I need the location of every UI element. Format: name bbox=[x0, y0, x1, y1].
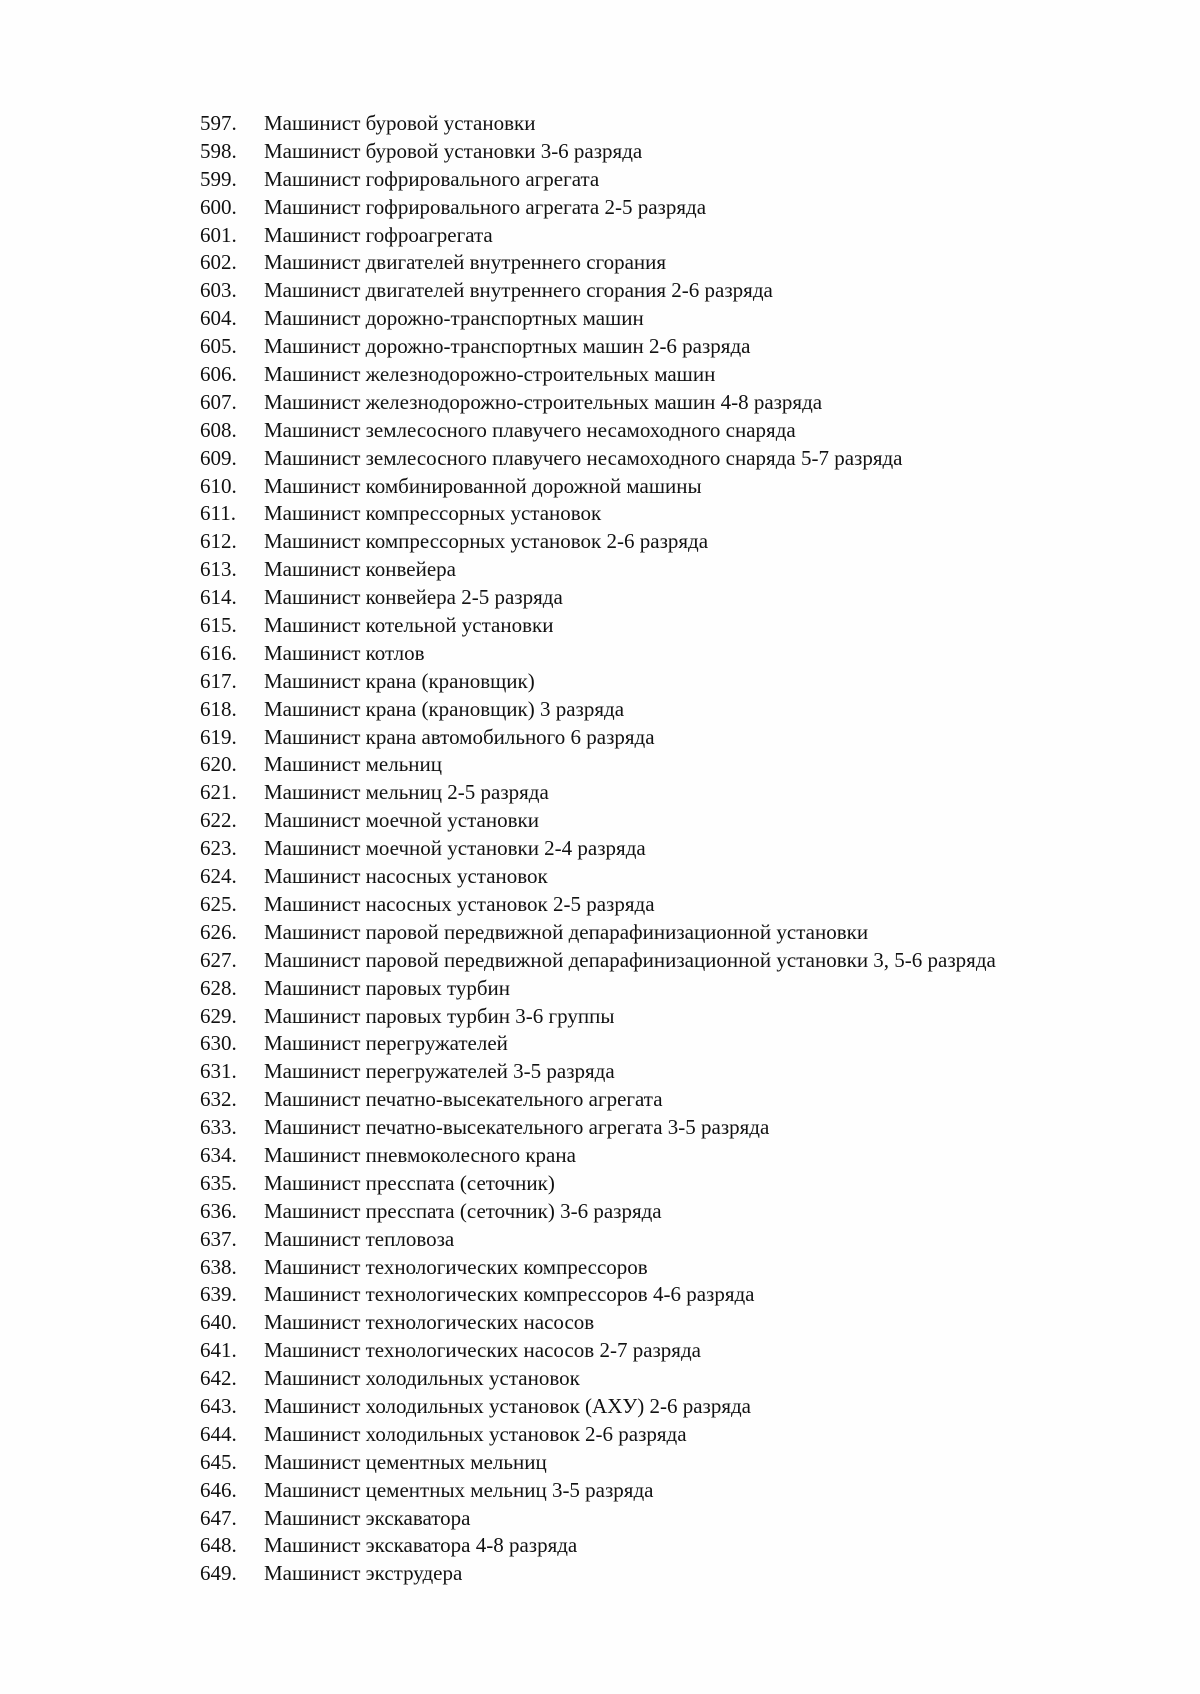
list-item bbox=[200, 249, 1140, 277]
list-item bbox=[200, 528, 1140, 556]
item-number: 601. bbox=[200, 222, 237, 247]
list-item bbox=[200, 305, 1140, 333]
item-text: Машинист котельной установки bbox=[264, 613, 554, 638]
item-text: Машинист экструдера bbox=[264, 1561, 463, 1586]
list-item bbox=[200, 194, 1140, 222]
list-item bbox=[200, 1449, 1140, 1477]
item-text: Машинист крана (крановщик) 3 разряда bbox=[264, 696, 625, 721]
item-number: 640. bbox=[200, 1310, 237, 1335]
list-item bbox=[200, 110, 1140, 138]
item-text: Машинист паровой передвижной депарафинизационной установки bbox=[264, 919, 869, 944]
item-number: 633. bbox=[200, 1115, 237, 1140]
item-number: 598. bbox=[200, 138, 237, 163]
item-text: Машинист перегружателей bbox=[264, 1031, 508, 1056]
item-number: 610. bbox=[200, 473, 237, 498]
item-text: Машинист цементных мельниц bbox=[264, 1449, 547, 1474]
item-number: 642. bbox=[200, 1366, 237, 1391]
list-item bbox=[200, 779, 1140, 807]
list-item bbox=[200, 389, 1140, 417]
list-item bbox=[200, 1114, 1140, 1142]
item-text: Машинист тепловоза bbox=[264, 1226, 455, 1251]
item-number: 621. bbox=[200, 780, 237, 805]
item-number: 606. bbox=[200, 362, 237, 387]
item-number: 639. bbox=[200, 1282, 237, 1307]
item-text: Машинист технологических насосов bbox=[264, 1310, 595, 1335]
item-number: 637. bbox=[200, 1226, 237, 1251]
item-number: 636. bbox=[200, 1198, 237, 1223]
list-item bbox=[200, 947, 1140, 975]
item-text: Машинист двигателей внутреннего сгорания bbox=[264, 250, 667, 275]
profession-list bbox=[200, 110, 1140, 1588]
list-item bbox=[200, 138, 1140, 166]
item-text: Машинист мельниц 2-5 разряда bbox=[264, 780, 549, 805]
list-item bbox=[200, 835, 1140, 863]
list-item bbox=[200, 1337, 1140, 1365]
list-item bbox=[200, 1226, 1140, 1254]
item-number: 623. bbox=[200, 836, 237, 861]
item-number: 641. bbox=[200, 1338, 237, 1363]
list-item bbox=[200, 1003, 1140, 1031]
item-number: 628. bbox=[200, 975, 237, 1000]
item-text: Машинист холодильных установок (АХУ) 2-6 разряда bbox=[264, 1393, 751, 1418]
item-text: Машинист компрессорных установок bbox=[264, 501, 602, 526]
item-number: 634. bbox=[200, 1142, 237, 1167]
item-text: Машинист гофрировального агрегата 2-5 разряда bbox=[264, 194, 707, 219]
item-text: Машинист компрессорных установок 2-6 разряда bbox=[264, 529, 709, 554]
list-item bbox=[200, 1142, 1140, 1170]
item-number: 625. bbox=[200, 891, 237, 916]
item-text: Машинист перегружателей 3-5 разряда bbox=[264, 1059, 615, 1084]
item-text: Машинист дорожно-транспортных машин bbox=[264, 306, 644, 331]
list-item bbox=[200, 696, 1140, 724]
item-text: Машинист котлов bbox=[264, 640, 425, 665]
list-item bbox=[200, 222, 1140, 250]
item-text: Машинист железнодорожно-строительных машин bbox=[264, 362, 716, 387]
item-text: Машинист дорожно-транспортных машин 2-6 разряда bbox=[264, 334, 751, 359]
list-item bbox=[200, 500, 1140, 528]
item-text: Машинист холодильных установок bbox=[264, 1366, 580, 1391]
item-number: 597. bbox=[200, 111, 237, 135]
item-number: 611. bbox=[200, 501, 236, 526]
item-number: 620. bbox=[200, 752, 237, 777]
item-number: 600. bbox=[200, 194, 237, 219]
item-number: 645. bbox=[200, 1449, 237, 1474]
item-text: Машинист комбинированной дорожной машины bbox=[264, 473, 702, 498]
list-item bbox=[200, 1254, 1140, 1282]
item-text: Машинист паровых турбин bbox=[264, 975, 511, 1000]
item-text: Машинист конвейера 2-5 разряда bbox=[264, 585, 563, 610]
item-text: Машинист пневмоколесного крана bbox=[264, 1142, 576, 1167]
item-text: Машинист крана автомобильного 6 разряда bbox=[264, 724, 655, 749]
item-text: Машинист паровых турбин 3-6 группы bbox=[264, 1003, 615, 1028]
item-text: Машинист экскаватора 4-8 разряда bbox=[264, 1533, 578, 1558]
item-number: 638. bbox=[200, 1254, 237, 1279]
item-number: 616. bbox=[200, 640, 237, 665]
list-item bbox=[200, 668, 1140, 696]
list-item bbox=[200, 417, 1140, 445]
list-item bbox=[200, 751, 1140, 779]
item-number: 643. bbox=[200, 1393, 237, 1418]
item-number: 605. bbox=[200, 334, 237, 359]
item-text: Машинист паровой передвижной депарафинизационной установки 3, 5-6 разряда bbox=[264, 947, 996, 972]
item-number: 607. bbox=[200, 389, 237, 414]
list-item bbox=[200, 277, 1140, 305]
item-text: Машинист землесосного плавучего несамоходного снаряда bbox=[264, 417, 796, 442]
list-item bbox=[200, 556, 1140, 584]
item-text: Машинист технологических компрессоров 4-6 разряда bbox=[264, 1282, 755, 1307]
item-number: 627. bbox=[200, 947, 237, 972]
item-text: Машинист землесосного плавучего несамоходного снаряда 5-7 разряда bbox=[264, 445, 903, 470]
item-number: 615. bbox=[200, 613, 237, 638]
item-text: Машинист гофроагрегата bbox=[264, 222, 493, 247]
list-item bbox=[200, 1086, 1140, 1114]
item-number: 635. bbox=[200, 1170, 237, 1195]
list-item bbox=[200, 1309, 1140, 1337]
list-item bbox=[200, 1030, 1140, 1058]
item-text: Машинист моечной установки bbox=[264, 808, 539, 833]
list-item bbox=[200, 166, 1140, 194]
list-item bbox=[200, 1170, 1140, 1198]
list-item bbox=[200, 1058, 1140, 1086]
list-item bbox=[200, 919, 1140, 947]
item-text: Машинист буровой установки bbox=[264, 111, 536, 135]
list-item bbox=[200, 863, 1140, 891]
item-number: 599. bbox=[200, 166, 237, 191]
item-number: 649. bbox=[200, 1561, 237, 1586]
list-item bbox=[200, 333, 1140, 361]
item-text: Машинист печатно-высекательного агрегата 3-5 разряда bbox=[264, 1115, 770, 1140]
list-item bbox=[200, 584, 1140, 612]
list-item bbox=[200, 640, 1140, 668]
list-item bbox=[200, 1365, 1140, 1393]
item-number: 626. bbox=[200, 919, 237, 944]
item-text: Машинист цементных мельниц 3-5 разряда bbox=[264, 1477, 654, 1502]
item-number: 604. bbox=[200, 306, 237, 331]
item-text: Машинист моечной установки 2-4 разряда bbox=[264, 836, 646, 861]
item-number: 632. bbox=[200, 1087, 237, 1112]
list-item bbox=[200, 1477, 1140, 1505]
item-number: 624. bbox=[200, 864, 237, 889]
list-item bbox=[200, 724, 1140, 752]
item-text: Машинист мельниц bbox=[264, 752, 443, 777]
item-text: Машинист двигателей внутреннего сгорания 2-6 разряда bbox=[264, 278, 773, 303]
list-item bbox=[200, 807, 1140, 835]
list-item bbox=[200, 1505, 1140, 1533]
list-item bbox=[200, 1421, 1140, 1449]
item-text: Машинист технологических насосов 2-7 разряда bbox=[264, 1338, 701, 1363]
item-number: 644. bbox=[200, 1421, 237, 1446]
item-number: 619. bbox=[200, 724, 237, 749]
item-number: 618. bbox=[200, 696, 237, 721]
list-item bbox=[200, 473, 1140, 501]
item-text: Машинист конвейера bbox=[264, 557, 456, 582]
item-text: Машинист технологических компрессоров bbox=[264, 1254, 648, 1279]
item-text: Машинист гофрировального агрегата bbox=[264, 166, 600, 191]
item-number: 622. bbox=[200, 808, 237, 833]
item-text: Машинист экскаватора bbox=[264, 1505, 471, 1530]
list-item bbox=[200, 361, 1140, 389]
item-text: Машинист насосных установок bbox=[264, 864, 548, 889]
item-text: Машинист крана (крановщик) bbox=[264, 668, 535, 693]
item-number: 613. bbox=[200, 557, 237, 582]
list-item bbox=[200, 891, 1140, 919]
list-item bbox=[200, 445, 1140, 473]
item-number: 602. bbox=[200, 250, 237, 275]
item-text: Машинист холодильных установок 2-6 разряда bbox=[264, 1421, 687, 1446]
item-text: Машинист железнодорожно-строительных машин 4-8 разряда bbox=[264, 389, 823, 414]
item-number: 614. bbox=[200, 585, 237, 610]
item-number: 629. bbox=[200, 1003, 237, 1028]
list-item bbox=[200, 975, 1140, 1003]
item-number: 603. bbox=[200, 278, 237, 303]
item-number: 646. bbox=[200, 1477, 237, 1502]
list-item bbox=[200, 1560, 1140, 1588]
item-number: 609. bbox=[200, 445, 237, 470]
list-item bbox=[200, 1281, 1140, 1309]
list-item bbox=[200, 612, 1140, 640]
item-number: 647. bbox=[200, 1505, 237, 1530]
item-text: Машинист буровой установки 3-6 разряда bbox=[264, 138, 643, 163]
list-item bbox=[200, 1198, 1140, 1226]
list-item bbox=[200, 1532, 1140, 1560]
item-text: Машинист пресспата (сеточник) bbox=[264, 1170, 555, 1195]
item-number: 608. bbox=[200, 417, 237, 442]
item-number: 612. bbox=[200, 529, 237, 554]
item-number: 631. bbox=[200, 1059, 237, 1084]
item-text: Машинист насосных установок 2-5 разряда bbox=[264, 891, 655, 916]
item-text: Машинист печатно-высекательного агрегата bbox=[264, 1087, 663, 1112]
item-number: 630. bbox=[200, 1031, 237, 1056]
item-number: 648. bbox=[200, 1533, 237, 1558]
list-item bbox=[200, 1393, 1140, 1421]
item-number: 617. bbox=[200, 668, 237, 693]
item-text: Машинист пресспата (сеточник) 3-6 разряда bbox=[264, 1198, 662, 1223]
